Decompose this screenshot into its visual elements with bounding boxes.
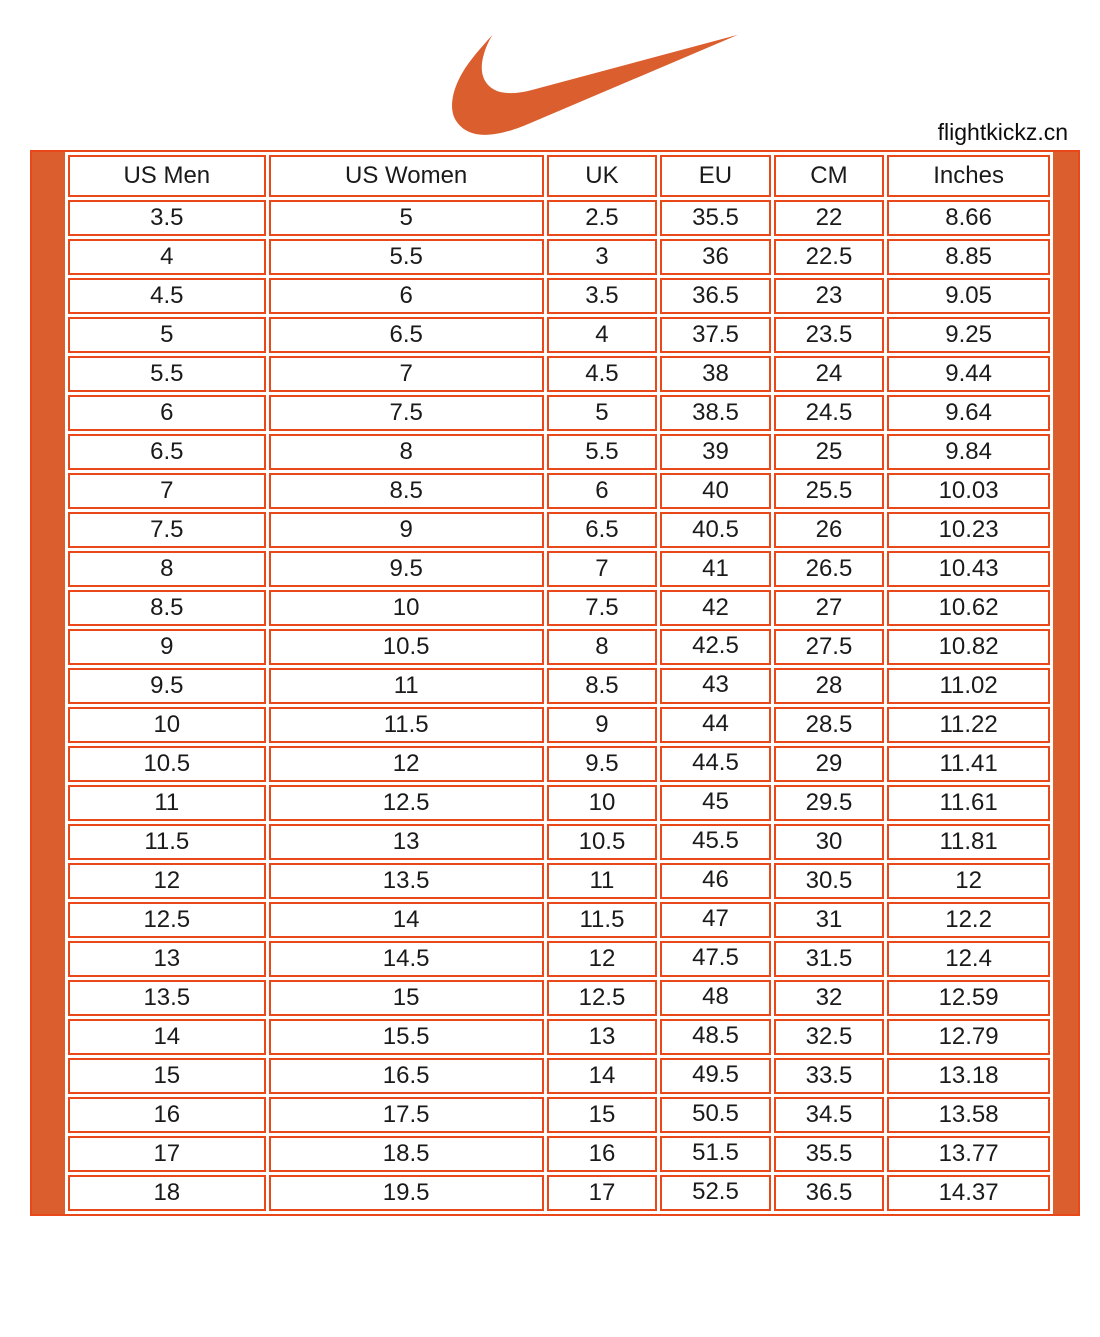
table-cell: 7.5 [547, 590, 658, 626]
table-cell: 14.37 [887, 1175, 1050, 1211]
table-cell: 11.02 [887, 668, 1050, 704]
table-cell: 9.5 [68, 668, 266, 704]
table-cell: 11.41 [887, 746, 1050, 782]
table-row [68, 1136, 1050, 1172]
table-cell: 27 [774, 590, 885, 626]
table-cell: 6.5 [68, 434, 266, 470]
table-cell: 3.5 [547, 278, 658, 314]
table-row [68, 473, 1050, 509]
table-row [68, 1019, 1050, 1055]
table-cell: 47 [660, 902, 771, 938]
table-cell: 15 [269, 980, 544, 1016]
table-cell: 10.23 [887, 512, 1050, 548]
table-cell: 12.2 [887, 902, 1050, 938]
table-cell: 13 [547, 1019, 658, 1055]
table-cell: 2.5 [547, 200, 658, 236]
table-cell: 19.5 [269, 1175, 544, 1211]
table-row [68, 551, 1050, 587]
table-cell: 11.5 [269, 707, 544, 743]
table-cell: 18.5 [269, 1136, 544, 1172]
table-cell: 11 [269, 668, 544, 704]
table-cell: 46 [660, 863, 771, 899]
table-cell: 14.5 [269, 941, 544, 977]
table-cell: 14 [269, 902, 544, 938]
table-cell: 14 [547, 1058, 658, 1094]
table-cell: 6 [547, 473, 658, 509]
table-cell: 4 [547, 317, 658, 353]
table-cell: 18 [68, 1175, 266, 1211]
table-cell: 9 [547, 707, 658, 743]
table-cell: 10.5 [547, 824, 658, 860]
table-cell: 9 [68, 629, 266, 665]
table-cell: 45.5 [660, 824, 771, 860]
table-row [68, 668, 1050, 704]
table-cell: 38.5 [660, 395, 771, 431]
table-cell: 9 [269, 512, 544, 548]
table-cell: 31 [774, 902, 885, 938]
table-row [68, 278, 1050, 314]
table-cell: 51.5 [660, 1136, 771, 1172]
table-cell: 3 [547, 239, 658, 275]
table-cell: 4.5 [68, 278, 266, 314]
table-cell: 10.62 [887, 590, 1050, 626]
table-cell: 31.5 [774, 941, 885, 977]
table-cell: 26.5 [774, 551, 885, 587]
table-row [68, 785, 1050, 821]
table-cell: 8.5 [68, 590, 266, 626]
table-cell: 13.18 [887, 1058, 1050, 1094]
table-cell: 15.5 [269, 1019, 544, 1055]
table-cell: 12.5 [269, 785, 544, 821]
table-cell: 33.5 [774, 1058, 885, 1094]
table-cell: 6 [269, 278, 544, 314]
table-cell: 9.84 [887, 434, 1050, 470]
table-cell: 40 [660, 473, 771, 509]
table-cell: 40.5 [660, 512, 771, 548]
table-cell: 6.5 [547, 512, 658, 548]
table-row [68, 512, 1050, 548]
table-cell: 8.5 [269, 473, 544, 509]
table-cell: 8 [68, 551, 266, 587]
table-cell: 8.85 [887, 239, 1050, 275]
table-cell: 12.59 [887, 980, 1050, 1016]
table-cell: 12 [269, 746, 544, 782]
table-cell: 11.22 [887, 707, 1050, 743]
left-accent-bar [32, 152, 65, 1214]
table-cell: 17.5 [269, 1097, 544, 1133]
table-cell: 52.5 [660, 1175, 771, 1211]
table-cell: 50.5 [660, 1097, 771, 1133]
table-cell: 39 [660, 434, 771, 470]
table-cell: 5 [269, 200, 544, 236]
table-row [68, 434, 1050, 470]
table-cell: 16 [68, 1097, 266, 1133]
table-cell: 29 [774, 746, 885, 782]
table-cell: 44 [660, 707, 771, 743]
table-cell: 13.58 [887, 1097, 1050, 1133]
table-cell: 12 [887, 863, 1050, 899]
column-header: Inches [887, 155, 1050, 197]
table-cell: 37.5 [660, 317, 771, 353]
table-row [68, 239, 1050, 275]
table-cell: 28 [774, 668, 885, 704]
table-cell: 12.79 [887, 1019, 1050, 1055]
table-cell: 13.5 [68, 980, 266, 1016]
table-cell: 15 [547, 1097, 658, 1133]
table-cell: 5 [68, 317, 266, 353]
table-cell: 29.5 [774, 785, 885, 821]
table-cell: 10.43 [887, 551, 1050, 587]
table-cell: 5.5 [547, 434, 658, 470]
table-head [68, 155, 1050, 197]
table-cell: 10.5 [269, 629, 544, 665]
table-cell: 17 [547, 1175, 658, 1211]
table-cell: 24 [774, 356, 885, 392]
table-cell: 11 [547, 863, 658, 899]
table-cell: 8.5 [547, 668, 658, 704]
table-cell: 25 [774, 434, 885, 470]
table-cell: 13.5 [269, 863, 544, 899]
table-cell: 16 [547, 1136, 658, 1172]
table-cell: 28.5 [774, 707, 885, 743]
column-header: EU [660, 155, 771, 197]
table-cell: 17 [68, 1136, 266, 1172]
table-cell: 11.5 [68, 824, 266, 860]
table-row [68, 1097, 1050, 1133]
table-cell: 48 [660, 980, 771, 1016]
table-cell: 9.5 [269, 551, 544, 587]
table-row [68, 902, 1050, 938]
table-cell: 45 [660, 785, 771, 821]
table-cell: 30 [774, 824, 885, 860]
table-cell: 9.25 [887, 317, 1050, 353]
table-cell: 47.5 [660, 941, 771, 977]
table-cell: 36.5 [660, 278, 771, 314]
table-cell: 44.5 [660, 746, 771, 782]
table-cell: 25.5 [774, 473, 885, 509]
size-chart [30, 150, 1080, 1216]
table-cell: 30.5 [774, 863, 885, 899]
table-cell: 36.5 [774, 1175, 885, 1211]
table-row [68, 1058, 1050, 1094]
table-cell: 11 [68, 785, 266, 821]
right-accent-bar [1053, 152, 1078, 1214]
table-cell: 8 [269, 434, 544, 470]
table-row [68, 941, 1050, 977]
table-cell: 41 [660, 551, 771, 587]
table-cell: 38 [660, 356, 771, 392]
table-cell: 6 [68, 395, 266, 431]
table-row [68, 317, 1050, 353]
table-cell: 13.77 [887, 1136, 1050, 1172]
table-row [68, 200, 1050, 236]
table-cell: 10 [547, 785, 658, 821]
table-cell: 5.5 [269, 239, 544, 275]
table-cell: 12.5 [68, 902, 266, 938]
table-row [68, 356, 1050, 392]
table-cell: 9.5 [547, 746, 658, 782]
table-row [68, 824, 1050, 860]
table-cell: 13 [269, 824, 544, 860]
table-cell: 34.5 [774, 1097, 885, 1133]
table-cell: 9.05 [887, 278, 1050, 314]
table-row [68, 1175, 1050, 1211]
header-row [68, 155, 1050, 197]
column-header: US Men [68, 155, 266, 197]
table-cell: 14 [68, 1019, 266, 1055]
table-row [68, 980, 1050, 1016]
table-cell: 6.5 [269, 317, 544, 353]
table-cell: 9.44 [887, 356, 1050, 392]
table-cell: 4.5 [547, 356, 658, 392]
table-cell: 23.5 [774, 317, 885, 353]
column-header: CM [774, 155, 885, 197]
table-cell: 15 [68, 1058, 266, 1094]
table-cell: 10.82 [887, 629, 1050, 665]
column-header: UK [547, 155, 658, 197]
table-cell: 27.5 [774, 629, 885, 665]
table-cell: 12 [68, 863, 266, 899]
table-cell: 4 [68, 239, 266, 275]
table-cell: 35.5 [774, 1136, 885, 1172]
table-cell: 12.5 [547, 980, 658, 1016]
table-cell: 5 [547, 395, 658, 431]
size-conversion-table [65, 152, 1053, 1214]
table-cell: 9.64 [887, 395, 1050, 431]
table-body [68, 200, 1050, 1211]
table-cell: 10.03 [887, 473, 1050, 509]
table-cell: 7.5 [68, 512, 266, 548]
table-cell: 24.5 [774, 395, 885, 431]
table-row [68, 629, 1050, 665]
table-row [68, 863, 1050, 899]
table-cell: 7.5 [269, 395, 544, 431]
table-cell: 22.5 [774, 239, 885, 275]
table-cell: 32.5 [774, 1019, 885, 1055]
nike-swoosh-icon [450, 24, 740, 136]
table-cell: 7 [68, 473, 266, 509]
site-label: flightkickz.cn [937, 119, 1068, 145]
table-row [68, 707, 1050, 743]
table-cell: 11.81 [887, 824, 1050, 860]
column-header: US Women [269, 155, 544, 197]
table-cell: 43 [660, 668, 771, 704]
table-cell: 13 [68, 941, 266, 977]
table-cell: 48.5 [660, 1019, 771, 1055]
table-cell: 5.5 [68, 356, 266, 392]
table-row [68, 590, 1050, 626]
table-cell: 3.5 [68, 200, 266, 236]
table-cell: 35.5 [660, 200, 771, 236]
table-cell: 26 [774, 512, 885, 548]
table-cell: 7 [547, 551, 658, 587]
table-cell: 16.5 [269, 1058, 544, 1094]
table-cell: 8.66 [887, 200, 1050, 236]
table-cell: 11.61 [887, 785, 1050, 821]
table-cell: 8 [547, 629, 658, 665]
table-cell: 36 [660, 239, 771, 275]
table-row [68, 395, 1050, 431]
table-cell: 42.5 [660, 629, 771, 665]
table-cell: 42 [660, 590, 771, 626]
table-cell: 12.4 [887, 941, 1050, 977]
table-cell: 11.5 [547, 902, 658, 938]
table-cell: 23 [774, 278, 885, 314]
table-row [68, 746, 1050, 782]
table-cell: 12 [547, 941, 658, 977]
table-cell: 10 [68, 707, 266, 743]
table-cell: 7 [269, 356, 544, 392]
table-cell: 22 [774, 200, 885, 236]
table-cell: 10.5 [68, 746, 266, 782]
table-cell: 10 [269, 590, 544, 626]
page-header [0, 0, 1100, 150]
table-cell: 49.5 [660, 1058, 771, 1094]
table-cell: 32 [774, 980, 885, 1016]
